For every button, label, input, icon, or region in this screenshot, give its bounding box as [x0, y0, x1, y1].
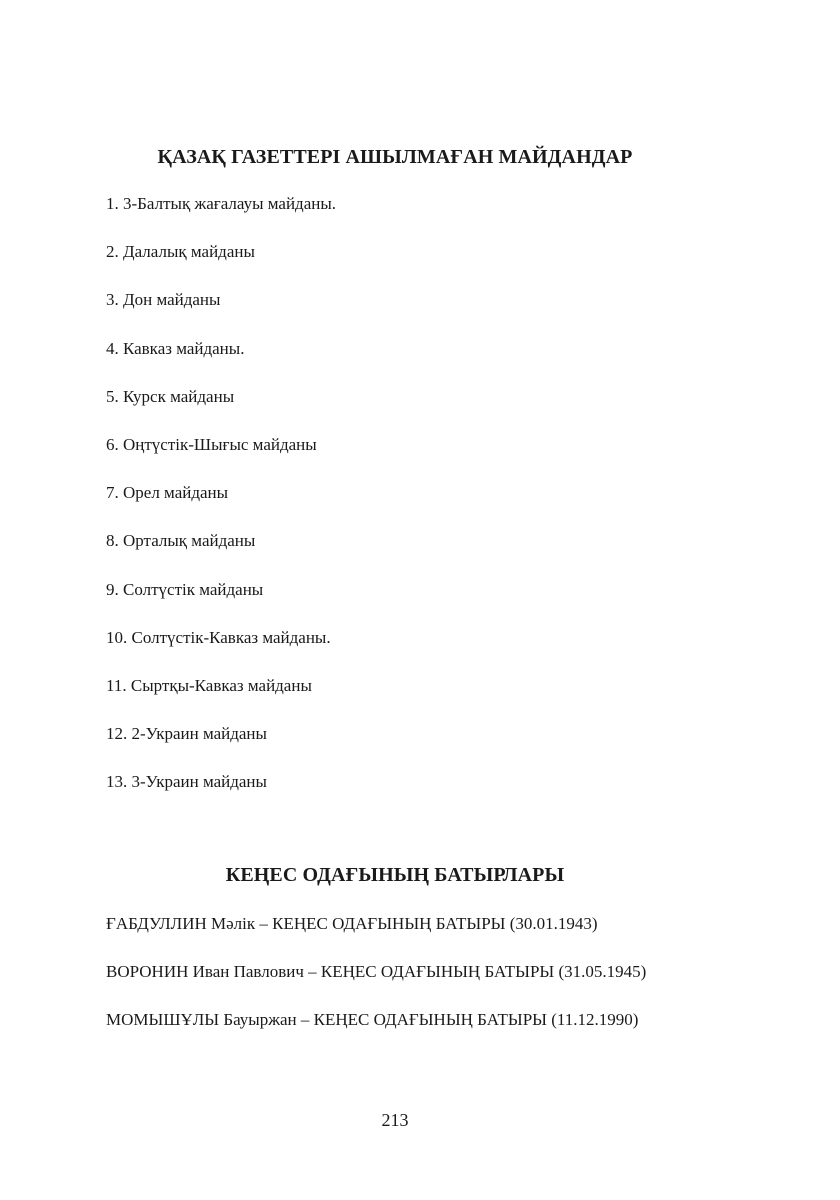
list-item: ҒАБДУЛЛИН Мәлік – КЕҢЕС ОДАҒЫНЫҢ БАТЫРЫ (30.01.1943): [106, 914, 598, 933]
list-item: 12. 2-Украин майданы: [106, 724, 267, 744]
list-item: 1. 3-Балтық жағалауы майданы.: [106, 194, 337, 213]
section-title-heroes: КЕҢЕС ОДАҒЫНЫҢ БАТЫРЛАРЫ: [225, 864, 565, 886]
list-item: 7. Орел майданы: [106, 483, 229, 503]
fronts-list: [106, 193, 336, 819]
list-item: 11. Сыртқы-Кавказ майданы: [106, 675, 312, 695]
page-number: 213: [381, 1110, 409, 1130]
list-item: 5. Курск майданы: [106, 386, 235, 406]
list-item: 8. Орталық майданы: [106, 531, 256, 551]
list-item: МОМЫШҰЛЫ Бауыржан – КЕҢЕС ОДАҒЫНЫҢ БАТЫРЫ (11.12.1990): [106, 1010, 639, 1029]
list-item: 6. Оңтүстік-Шығыс майданы: [106, 434, 317, 454]
list-item: 13. 3-Украин майданы: [106, 772, 267, 792]
list-item: 4. Кавказ майданы.: [106, 338, 245, 358]
list-item: ВОРОНИН Иван Павлович – КЕҢЕС ОДАҒЫНЫҢ БАТЫРЫ (31.05.1945): [106, 962, 647, 981]
list-item: 10. Солтүстік-Кавказ майданы.: [106, 627, 331, 647]
list-item: 9. Солтүстік майданы: [106, 579, 264, 599]
list-item: 2. Далалық майданы: [106, 242, 255, 262]
section-title-fronts: ҚАЗАҚ ГАЗЕТТЕРІ АШЫЛМАҒАН МАЙДАНДАР: [157, 146, 633, 168]
list-item: 3. Дон майданы: [106, 290, 221, 310]
heroes-list: [106, 913, 646, 1057]
